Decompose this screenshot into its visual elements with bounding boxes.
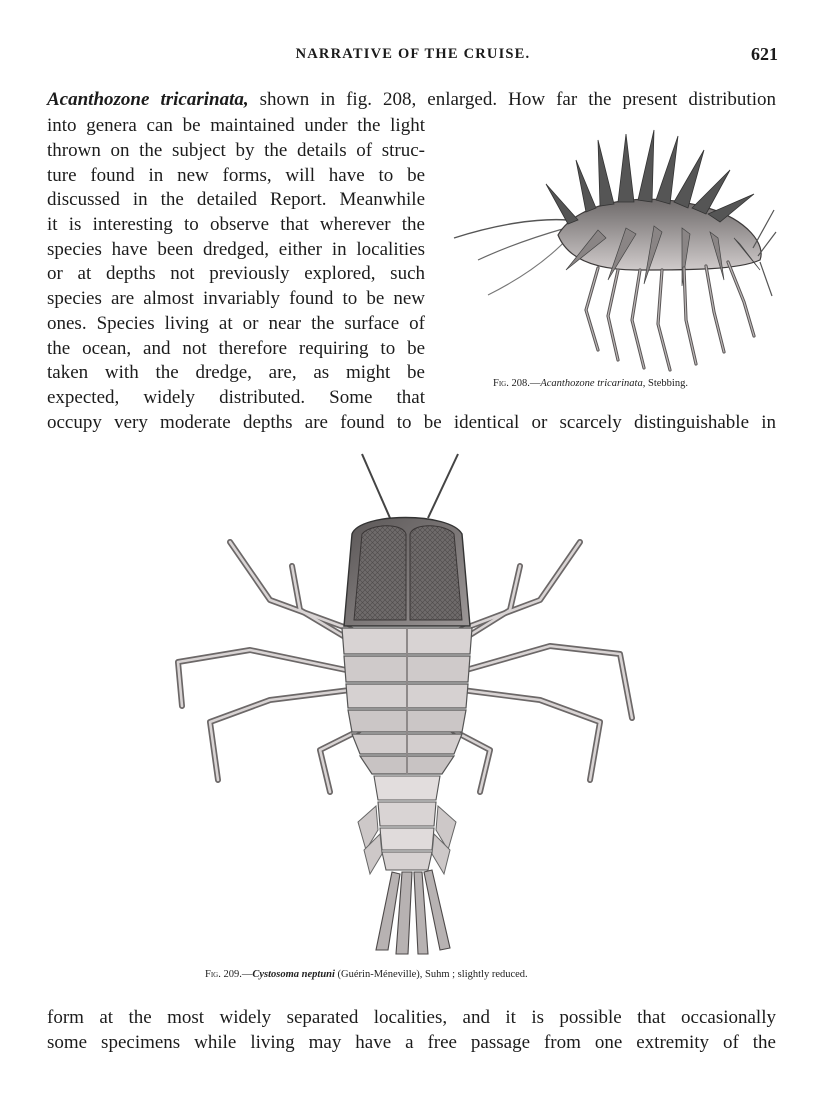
caption-label: Fig. 208.—	[493, 378, 541, 389]
text-span: shown in fig. 208, enlarged. How far the present distribution	[248, 89, 776, 110]
caption-author: , Stebbing.	[642, 378, 688, 389]
page-number: 621	[751, 44, 778, 64]
wrapped-line: ture found in new forms, will have to be	[47, 165, 425, 186]
wrapped-line: species have been dredged, either in localities	[47, 239, 425, 260]
wrapped-line: discussed in the detailed Report. Meanwhile	[47, 189, 425, 210]
wrapped-line: species are almost invariably found to be new	[47, 288, 425, 309]
wrapped-line: expected, widely distributed. Some that	[47, 387, 425, 408]
caption-taxon: Cystosoma neptuni	[252, 969, 335, 980]
amphipod-illustration	[448, 120, 778, 382]
wrapped-line: ones. Species living at or near the surface of	[47, 313, 425, 334]
text-line-bottom: some specimens while living may have a free passage from one extremity of the	[47, 1032, 776, 1053]
figure-209-caption	[205, 969, 528, 980]
caption-label: Fig. 209.—	[205, 969, 253, 980]
text-line-1	[47, 88, 776, 113]
figure-208-caption	[493, 378, 688, 389]
wrapped-line: or at depths not previously explored, such	[47, 263, 425, 284]
caption-rest: (Guérin-Méneville), Suhm ; slightly reduced.	[334, 969, 528, 980]
running-title: NARRATIVE OF THE CRUISE.	[295, 46, 531, 62]
wrapped-line: it is interesting to observe that wherever the	[47, 214, 425, 235]
text-line-full: occupy very moderate depths are found to be identical or scarcely distinguishable in	[47, 412, 776, 433]
cystosoma-illustration	[170, 450, 640, 958]
caption-taxon: Acanthozone tricarinata	[540, 378, 643, 389]
wrapped-line: the ocean, and not therefore requiring to be	[47, 338, 425, 359]
running-head	[48, 42, 778, 70]
wrapped-line: thrown on the subject by the details of struc-	[47, 140, 425, 161]
text-line-bottom: form at the most widely separated localities, and it is possible that occasionally	[47, 1007, 776, 1028]
taxon-name: Acanthozone tricarinata,	[47, 89, 249, 110]
figure-208	[448, 120, 778, 382]
figure-209	[170, 450, 640, 958]
wrapped-line: into genera can be maintained under the light	[47, 115, 425, 136]
wrapped-line: taken with the dredge, are, as might be	[47, 362, 425, 383]
